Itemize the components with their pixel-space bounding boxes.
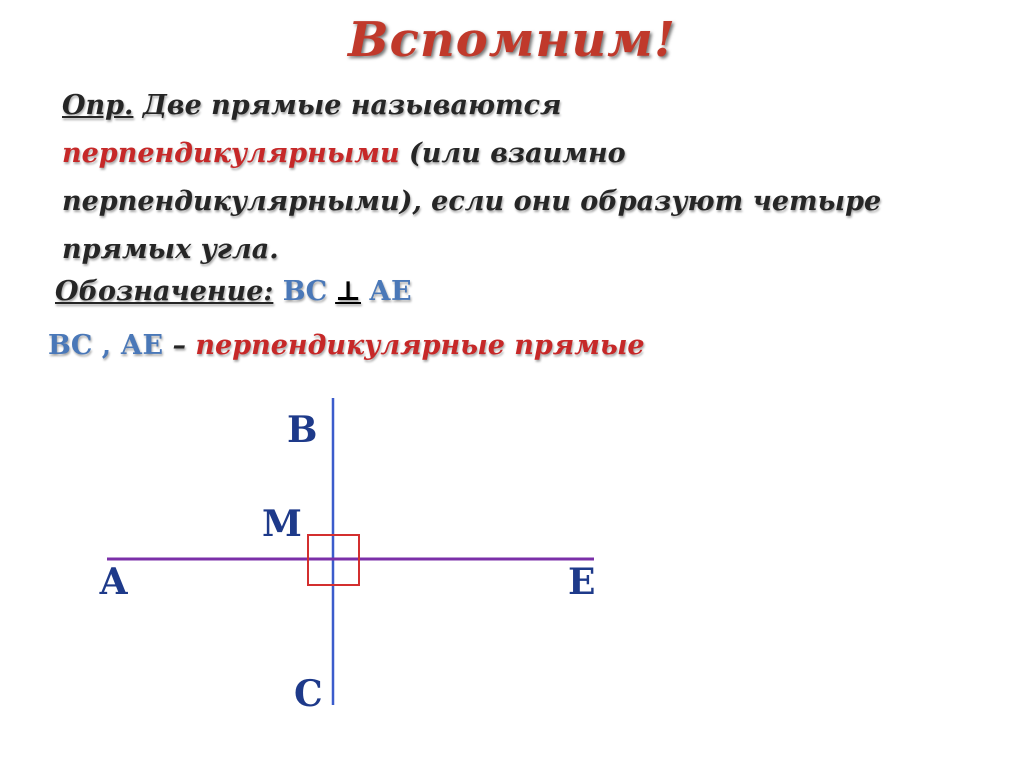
slide-title: Вспомним! (348, 12, 676, 68)
point-label-b: В (287, 409, 318, 451)
notation-left-line: ВС (282, 276, 328, 307)
point-label-c: С (294, 673, 323, 715)
statement-dash: – (163, 330, 196, 361)
definition-line2-rest: (или взаимно (399, 138, 626, 169)
point-label-e: Е (568, 561, 596, 603)
point-label-a: А (99, 561, 129, 603)
definition-line-4: прямых угла. (62, 234, 279, 265)
notation-right-line: АЕ (369, 276, 412, 307)
definition-line-3: перпендикулярными), если они образуют четыре (62, 186, 882, 217)
perpendicular-symbol: ⊥ (335, 276, 362, 307)
definition-line1-rest: Две прямые называются (133, 90, 562, 121)
notation-label: Обозначение: (55, 276, 274, 307)
definition-term: перпендикулярными (62, 138, 400, 169)
statement-lines: ВС , АЕ (48, 330, 164, 361)
statement-text: перпендикулярные прямые (195, 330, 645, 361)
definition-prefix: Опр. (62, 90, 134, 121)
point-label-m: М (262, 503, 302, 545)
